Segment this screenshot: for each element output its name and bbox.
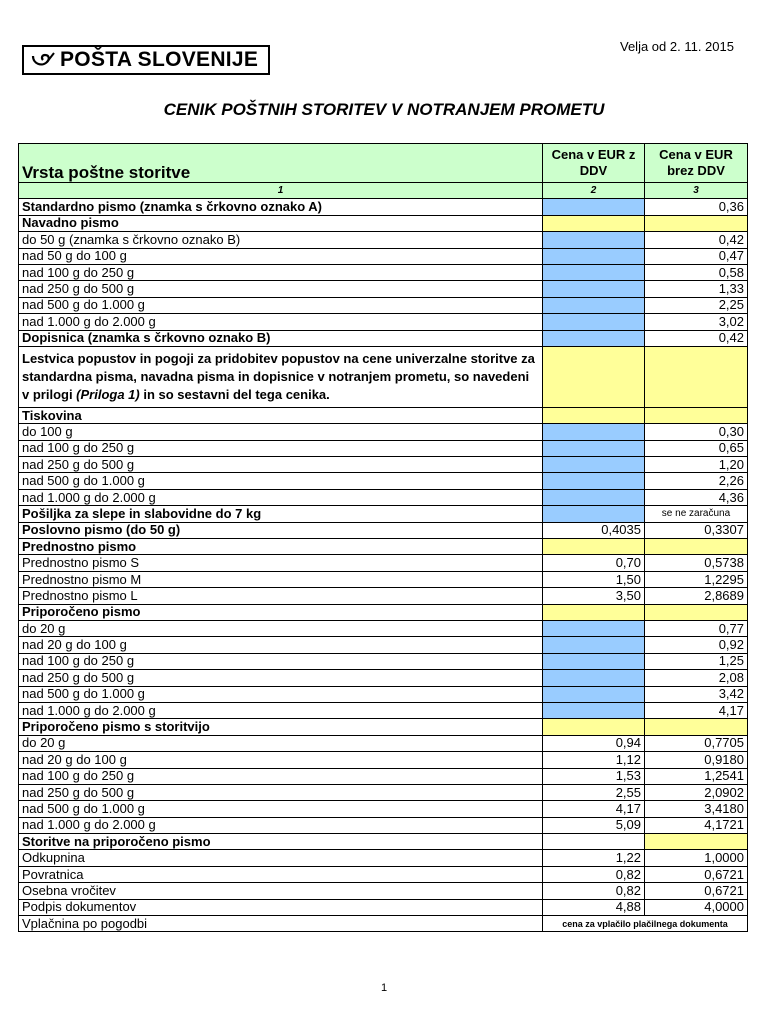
price-without-vat: 1,2295 — [645, 571, 748, 587]
price-without-vat: 1,0000 — [645, 850, 748, 866]
row-label: do 100 g — [19, 424, 543, 440]
price-without-vat — [645, 604, 748, 620]
price-with-vat — [543, 670, 645, 686]
note-text: Lestvica popustov in pogoji za pridobitev popustov na cene univerzalne storitve za standardna pisma, navadna pisma in dopisnice v notranjem prometu, so navedeni v prilogi — [22, 350, 535, 402]
price-without-vat: 4,1721 — [645, 817, 748, 833]
price-without-vat: 1,33 — [645, 281, 748, 297]
price-table — [18, 143, 748, 932]
table-row — [19, 264, 748, 280]
table-row — [19, 686, 748, 702]
row-label: Priporočeno pismo — [19, 604, 543, 620]
price-with-vat — [543, 506, 645, 522]
table-row — [19, 735, 748, 751]
row-label: nad 20 g do 100 g — [19, 637, 543, 653]
price-without-vat: 0,6721 — [645, 866, 748, 882]
price-without-vat: 0,3307 — [645, 522, 748, 538]
row-label: Prednostno pismo — [19, 539, 543, 555]
price-with-vat: 0,94 — [543, 735, 645, 751]
price-with-vat: 1,53 — [543, 768, 645, 784]
row-price-note: cena za vplačilo plačilnega dokumenta — [543, 916, 748, 932]
price-with-vat — [543, 489, 645, 505]
col-header-service: Vrsta poštne storitve — [19, 144, 543, 183]
discount-note — [19, 346, 543, 407]
price-without-vat — [645, 719, 748, 735]
table-row — [19, 522, 748, 538]
table-row — [19, 440, 748, 456]
table-row — [19, 834, 748, 850]
price-with-vat — [543, 702, 645, 718]
price-with-vat — [543, 248, 645, 264]
table-row — [19, 784, 748, 800]
row-label: nad 100 g do 250 g — [19, 768, 543, 784]
table-row — [19, 702, 748, 718]
price-with-vat: 1,22 — [543, 850, 645, 866]
price-without-vat: 3,42 — [645, 686, 748, 702]
table-row — [19, 637, 748, 653]
price-without-vat: 0,92 — [645, 637, 748, 653]
table-row — [19, 883, 748, 899]
price-with-vat — [543, 314, 645, 330]
price-without-vat: 0,7705 — [645, 735, 748, 751]
table-row — [19, 232, 748, 248]
price-without-vat: 0,9180 — [645, 752, 748, 768]
table-row — [19, 281, 748, 297]
row-label: nad 500 g do 1.000 g — [19, 473, 543, 489]
row-label: nad 500 g do 1.000 g — [19, 297, 543, 313]
price-without-vat: 2,25 — [645, 297, 748, 313]
table-row — [19, 620, 748, 636]
price-with-vat: 2,55 — [543, 784, 645, 800]
row-label: nad 250 g do 500 g — [19, 784, 543, 800]
note-tail: in so sestavni del tega cenika. — [139, 386, 330, 402]
price-with-vat: 5,09 — [543, 817, 645, 833]
row-label: nad 20 g do 100 g — [19, 752, 543, 768]
price-with-vat: 0,70 — [543, 555, 645, 571]
price-with-vat — [543, 637, 645, 653]
row-label: nad 1.000 g do 2.000 g — [19, 817, 543, 833]
column-number-row — [19, 183, 748, 199]
price-with-vat — [543, 264, 645, 280]
row-label: nad 100 g do 250 g — [19, 653, 543, 669]
row-label: nad 500 g do 1.000 g — [19, 686, 543, 702]
row-label: nad 250 g do 500 g — [19, 281, 543, 297]
table-row — [19, 670, 748, 686]
price-without-vat: 0,47 — [645, 248, 748, 264]
table-row — [19, 473, 748, 489]
price-without-vat: 2,26 — [645, 473, 748, 489]
note-appendix-ref: (Priloga 1) — [76, 386, 140, 402]
price-without-vat: 0,77 — [645, 620, 748, 636]
price-with-vat — [543, 620, 645, 636]
price-without-vat — [645, 407, 748, 423]
row-label: Povratnica — [19, 866, 543, 882]
price-without-vat: 3,4180 — [645, 801, 748, 817]
row-label: Storitve na priporočeno pismo — [19, 834, 543, 850]
row-label: Prednostno pismo M — [19, 571, 543, 587]
table-row — [19, 719, 748, 735]
col-number: 3 — [645, 183, 748, 199]
table-row — [19, 588, 748, 604]
price-with-vat — [543, 199, 645, 215]
price-with-vat — [543, 653, 645, 669]
row-label: nad 1.000 g do 2.000 g — [19, 314, 543, 330]
price-with-vat — [543, 719, 645, 735]
posthorn-icon — [30, 50, 56, 70]
table-row — [19, 539, 748, 555]
posta-slovenije-logo — [22, 45, 270, 75]
row-label: do 50 g (znamka s črkovno oznako B) — [19, 232, 543, 248]
price-with-vat — [543, 457, 645, 473]
price-with-vat — [543, 686, 645, 702]
row-label: nad 250 g do 500 g — [19, 670, 543, 686]
row-label: nad 50 g do 100 g — [19, 248, 543, 264]
row-label: Poslovno pismo (do 50 g) — [19, 522, 543, 538]
row-label: do 20 g — [19, 620, 543, 636]
price-with-vat — [543, 604, 645, 620]
row-label: Podpis dokumentov — [19, 899, 543, 915]
row-label: do 20 g — [19, 735, 543, 751]
price-with-vat: 0,4035 — [543, 522, 645, 538]
row-label: nad 1.000 g do 2.000 g — [19, 702, 543, 718]
price-without-vat: 0,58 — [645, 264, 748, 280]
table-row — [19, 866, 748, 882]
price-with-vat — [543, 834, 645, 850]
price-without-vat: 0,30 — [645, 424, 748, 440]
col-header-price-with-vat: Cena v EUR z DDV — [543, 144, 645, 183]
price-without-vat — [645, 539, 748, 555]
price-with-vat — [543, 440, 645, 456]
row-label: nad 500 g do 1.000 g — [19, 801, 543, 817]
col-number: 1 — [19, 183, 543, 199]
row-label: nad 100 g do 250 g — [19, 264, 543, 280]
price-without-vat: 2,08 — [645, 670, 748, 686]
table-row — [19, 768, 748, 784]
row-label: nad 100 g do 250 g — [19, 440, 543, 456]
row-label: Priporočeno pismo s storitvijo — [19, 719, 543, 735]
price-without-vat: 0,65 — [645, 440, 748, 456]
table-header-row — [19, 144, 748, 183]
row-label: Odkupnina — [19, 850, 543, 866]
valid-from-date: Velja od 2. 11. 2015 — [620, 39, 734, 54]
table-row — [19, 571, 748, 587]
page-title: CENIK POŠTNIH STORITEV V NOTRANJEM PROMETU — [163, 100, 605, 119]
price-with-vat: 4,17 — [543, 801, 645, 817]
price-without-vat: 4,17 — [645, 702, 748, 718]
table-row — [19, 555, 748, 571]
logo-text: POŠTA SLOVENIJE — [60, 48, 259, 71]
row-label: nad 1.000 g do 2.000 g — [19, 489, 543, 505]
row-label: Pošiljka za slepe in slabovidne do 7 kg — [19, 506, 543, 522]
price-without-vat: 1,25 — [645, 653, 748, 669]
price-with-vat — [543, 473, 645, 489]
table-row — [19, 817, 748, 833]
table-row — [19, 297, 748, 313]
col-header-price-without-vat: Cena v EUR brez DDV — [645, 144, 748, 183]
table-row — [19, 899, 748, 915]
row-label: Navadno pismo — [19, 215, 543, 231]
note-cell-empty — [543, 346, 645, 407]
row-label: Vplačnina po pogodbi — [19, 916, 543, 932]
row-label: Prednostno pismo L — [19, 588, 543, 604]
price-without-vat: 4,0000 — [645, 899, 748, 915]
price-without-vat: 0,42 — [645, 232, 748, 248]
table-row — [19, 314, 748, 330]
table-row — [19, 457, 748, 473]
price-without-vat — [645, 834, 748, 850]
price-without-vat: 2,0902 — [645, 784, 748, 800]
row-label: Osebna vročitev — [19, 883, 543, 899]
page-number: 1 — [380, 982, 388, 994]
price-with-vat: 0,82 — [543, 883, 645, 899]
price-without-vat: 0,6721 — [645, 883, 748, 899]
table-row — [19, 330, 748, 346]
discount-note-row — [19, 346, 748, 407]
row-label: Tiskovina — [19, 407, 543, 423]
row-label: Prednostno pismo S — [19, 555, 543, 571]
price-without-vat: 0,5738 — [645, 555, 748, 571]
price-without-vat: 1,2541 — [645, 768, 748, 784]
price-with-vat — [543, 424, 645, 440]
price-with-vat — [543, 330, 645, 346]
row-label: nad 250 g do 500 g — [19, 457, 543, 473]
table-row — [19, 407, 748, 423]
price-without-vat: 0,36 — [645, 199, 748, 215]
price-without-vat: 4,36 — [645, 489, 748, 505]
table-row — [19, 653, 748, 669]
table-row — [19, 850, 748, 866]
table-row — [19, 604, 748, 620]
table-row — [19, 424, 748, 440]
table-row — [19, 801, 748, 817]
table-row — [19, 215, 748, 231]
price-without-vat: 3,02 — [645, 314, 748, 330]
table-row — [19, 752, 748, 768]
price-with-vat — [543, 539, 645, 555]
price-without-vat — [645, 215, 748, 231]
price-with-vat: 4,88 — [543, 899, 645, 915]
note-cell-empty — [645, 346, 748, 407]
row-label: Dopisnica (znamka s črkovno oznako B) — [19, 330, 543, 346]
table-row — [19, 489, 748, 505]
price-with-vat: 0,82 — [543, 866, 645, 882]
price-with-vat: 1,12 — [543, 752, 645, 768]
table-row — [19, 199, 748, 215]
table-row — [19, 916, 748, 932]
price-with-vat — [543, 215, 645, 231]
table-row — [19, 506, 748, 522]
price-with-vat — [543, 407, 645, 423]
col-number: 2 — [543, 183, 645, 199]
price-with-vat: 3,50 — [543, 588, 645, 604]
price-without-vat: se ne zaračuna — [645, 506, 748, 522]
table-row — [19, 248, 748, 264]
price-with-vat: 1,50 — [543, 571, 645, 587]
row-label: Standardno pismo (znamka s črkovno oznako A) — [19, 199, 543, 215]
price-with-vat — [543, 297, 645, 313]
price-without-vat: 2,8689 — [645, 588, 748, 604]
price-without-vat: 1,20 — [645, 457, 748, 473]
price-with-vat — [543, 232, 645, 248]
price-without-vat: 0,42 — [645, 330, 748, 346]
price-with-vat — [543, 281, 645, 297]
